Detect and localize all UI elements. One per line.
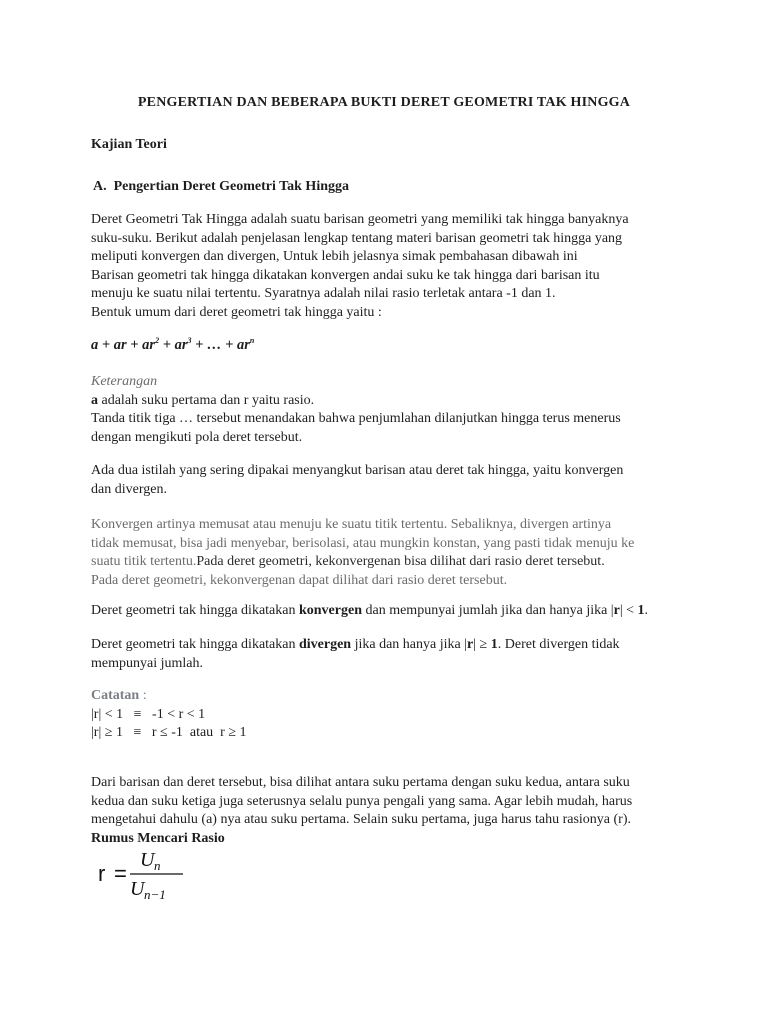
- catatan-block: [91, 687, 691, 743]
- divergen-rule: [91, 636, 691, 673]
- text-span: Pada deret geometri, kekonvergenan bisa dilihat dari rasio deret tersebut.: [196, 554, 605, 569]
- text-line: menuju ke suatu nilai tertentu. Syaratnya adalah nilai rasio terletak antara -1 dan 1.: [91, 286, 556, 301]
- formula-exponent: n: [249, 336, 255, 346]
- rumus-heading: Rumus Mencari Rasio: [91, 830, 225, 846]
- subsection-marker: A.: [93, 179, 107, 194]
- dari-barisan-paragraph: [91, 774, 691, 848]
- text-span: | <: [619, 603, 638, 618]
- text-line: mengetahui dahulu (a) nya atau suku pertama. Selain suku pertama, juga harus tahu rasionya (r).: [91, 812, 631, 827]
- formula-exponent: 3: [187, 336, 192, 346]
- text-line: Bentuk umum dari deret geometri tak hingga yaitu :: [91, 304, 382, 320]
- text-line: kedua dan suku ketiga juga seterusnya selalu punya pengali yang sama. Agar lebih mudah, harus: [91, 793, 633, 809]
- symbol-r: r: [613, 603, 620, 618]
- keterangan-label: Keterangan: [91, 374, 158, 389]
- text-line: suku-suku. Berikut adalah penjelasan lengkap tentang materi barisan geometri tak hingga yang: [91, 230, 623, 246]
- term-divergen: divergen: [298, 637, 352, 652]
- text-line: Barisan geometri tak hingga dikatakan konvergen andai suku ke tak hingga dari barisan itu: [91, 267, 600, 283]
- formula-part: + ar: [159, 337, 188, 353]
- ratio-equals: =: [114, 861, 127, 886]
- text-span: .: [644, 603, 649, 618]
- ratio-formula: [90, 841, 220, 907]
- ada-dua-paragraph: [91, 462, 691, 499]
- document-title: PENGERTIAN DAN BEBERAPA BUKTI DERET GEOMETRI TAK HINGGA: [137, 95, 631, 110]
- symbol-one: 1: [637, 603, 645, 618]
- catatan-line: |r| < 1 ≡ -1 < r < 1: [91, 706, 206, 722]
- text-line: Konvergen artinya memusat atau menuju ke suatu titik tertentu. Sebaliknya, divergen artinya: [91, 517, 612, 532]
- text-line: Tanda titik tiga … tersebut menandakan bahwa penjumlahan dilanjutkan hingga terus menerus: [91, 411, 621, 426]
- text-line: [91, 553, 691, 572]
- formula-part: a + ar + ar: [91, 337, 156, 353]
- text-line: meliputi konvergen dan divergen, Untuk lebih jelasnya simak pembahasan dibawah ini: [91, 249, 578, 264]
- text-line: mempunyai jumlah.: [91, 655, 203, 671]
- catatan-line: |r| ≥ 1 ≡ r ≤ -1 atau r ≥ 1: [91, 725, 247, 740]
- catatan-heading: [91, 687, 691, 706]
- catatan-colon: :: [139, 688, 147, 703]
- text-line: dengan mengikuti pola deret tersebut.: [91, 429, 303, 445]
- symbol-a: a: [91, 392, 98, 408]
- text-line: Ada dua istilah yang sering dipakai menyangkut barisan atau deret tak hingga, yaitu konvergen: [91, 463, 624, 478]
- keterangan-a-line: [91, 392, 691, 411]
- text-line: Deret Geometri Tak Hingga adalah suatu barisan geometri yang memiliki tak hingga banyaknya: [91, 212, 629, 227]
- symbol-r: r: [467, 637, 474, 652]
- text-line: Dari barisan dan deret tersebut, bisa dilihat antara suku pertama dengan suku kedua, antara suku: [91, 775, 630, 790]
- text-span: . Deret divergen tidak: [497, 637, 620, 652]
- text-span: Deret geometri tak hingga dikatakan: [91, 637, 299, 652]
- ratio-denominator-sub: n−1: [144, 887, 166, 902]
- keterangan-block: [91, 373, 691, 447]
- konvergen-paragraph: [91, 516, 691, 590]
- term-konvergen: konvergen: [298, 603, 362, 618]
- symbol-one: 1: [490, 637, 498, 652]
- keterangan-a-text: adalah suku pertama dan r yaitu rasio.: [98, 392, 315, 408]
- text-line: dan divergen.: [91, 481, 167, 497]
- text-line: Pada deret geometri, kekonvergenan dapat dilihat dari rasio deret tersebut.: [91, 572, 508, 588]
- text-span: | ≥: [473, 637, 491, 652]
- text-span: dan mempunyai jumlah jika dan hanya jika |: [361, 603, 614, 618]
- subsection-heading: [93, 178, 693, 197]
- text-line: tidak memusat, bisa jadi menyebar, berisolasi, atau mungkin konstan, yang pasti tidak menuju ke: [91, 535, 635, 551]
- subsection-text: Pengertian Deret Geometri Tak Hingga: [113, 179, 349, 194]
- konvergen-rule: [91, 602, 691, 621]
- formula-exponent: 2: [155, 336, 160, 346]
- general-form-formula: [91, 336, 691, 355]
- ratio-denominator-base: U: [130, 878, 145, 900]
- ratio-numerator-base: U: [140, 849, 155, 871]
- ratio-lhs: r: [98, 861, 106, 886]
- text-span: suatu titik tertentu.: [91, 554, 197, 569]
- formula-part: + … + ar: [191, 337, 250, 353]
- catatan-label: Catatan: [91, 688, 140, 703]
- text-span: Deret geometri tak hingga dikatakan: [91, 603, 299, 618]
- ratio-numerator-sub: n: [154, 858, 161, 873]
- text-span: jika dan hanya jika |: [351, 637, 468, 652]
- section-heading: Kajian Teori: [91, 137, 167, 152]
- text-line: [91, 636, 691, 655]
- intro-paragraph: [91, 211, 691, 322]
